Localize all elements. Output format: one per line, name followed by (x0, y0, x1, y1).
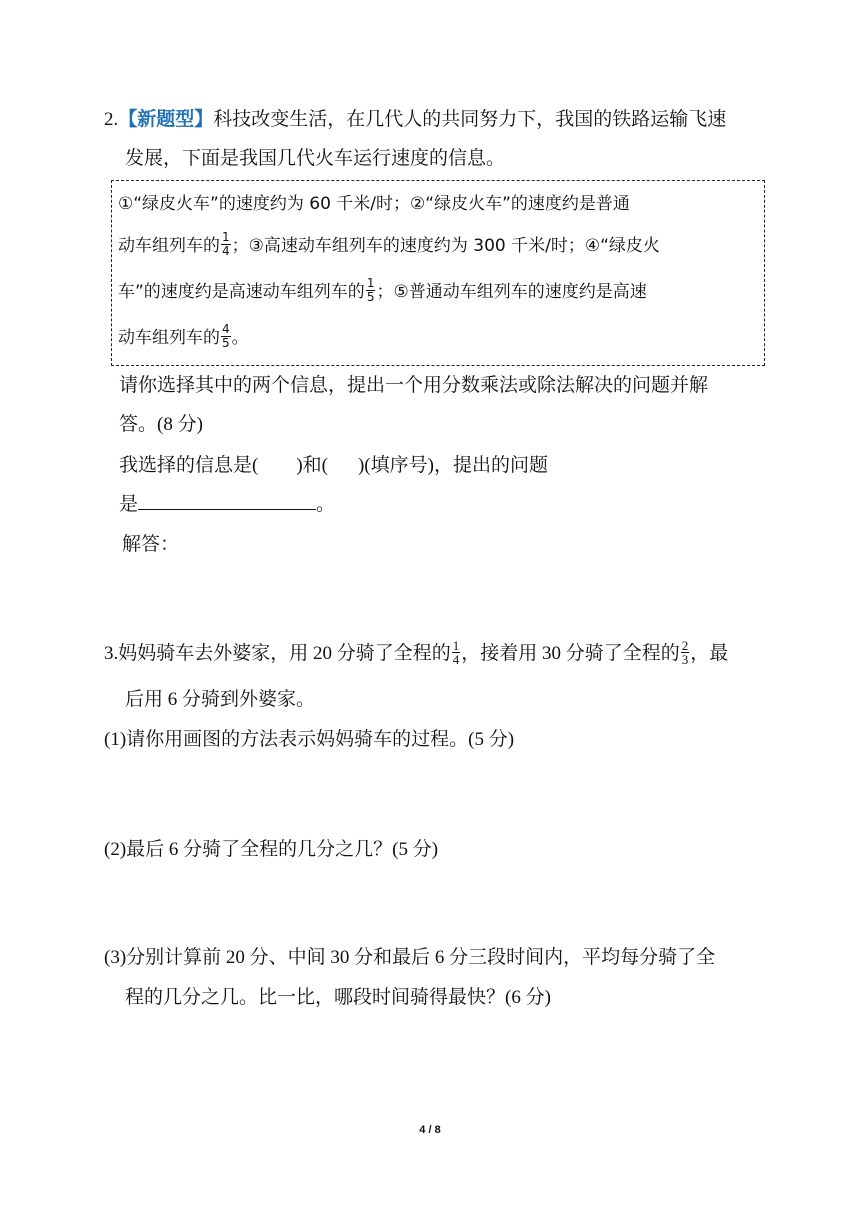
frac-den: 3 (681, 652, 689, 668)
choose-text-c: )(填序号)，提出的问题 (357, 455, 548, 476)
info-line-2 (118, 231, 660, 260)
frac-num: 1 (452, 638, 460, 654)
q3-sub2: (2)最后 6 分骑了全程的几分之几？(5 分) (104, 839, 439, 860)
q2-line2: 发展，下面是我国几代火车运行速度的信息。 (125, 148, 506, 169)
q3-line1 (104, 638, 728, 668)
info-box (111, 180, 765, 366)
info-line-2-a: 动车组列车的 (118, 236, 220, 256)
info-line-2-b: ；③高速动车组列车的速度约为 300 千米/时；④“绿皮火 (231, 236, 660, 256)
frac-den: 4 (452, 652, 460, 668)
q3-sub3-line2: 程的几分之几。比一比，哪段时间骑得最快？(6 分) (125, 987, 551, 1008)
frac-num: 1 (366, 275, 375, 290)
fraction-one-fifth (366, 277, 376, 304)
frac-den: 5 (222, 335, 230, 350)
fraction-one-quarter (452, 639, 461, 666)
q3-sub3-line1: (3)分别计算前 20 分、中间 30 分和最后 6 分三段时间内，平均每分骑了全 (104, 947, 716, 968)
info-line-1: ①“绿皮火车”的速度约为 60 千米/时；②“绿皮火车”的速度约是普通 (118, 194, 630, 214)
choose-text-b: )和( (296, 455, 328, 476)
info-line-4-b: 。 (231, 328, 249, 348)
q2-number: 2. (104, 109, 119, 130)
q3-sub1: (1)请你用画图的方法表示妈妈骑车的过程。(5 分) (104, 729, 515, 750)
frac-den: 4 (222, 243, 230, 258)
q2-instruction-1: 请你选择其中的两个信息，提出一个用分数乘法或除法解决的问题并解 (119, 375, 709, 396)
info-line-3 (118, 277, 647, 306)
info-line-4-a: 动车组列车的 (118, 328, 220, 348)
q3-text-c: ，最 (690, 643, 729, 664)
frac-num: 1 (222, 229, 230, 244)
frac-num: 4 (222, 321, 230, 336)
frac-num: 2 (681, 638, 689, 654)
q2-question-line (119, 489, 335, 516)
page-number: 4 / 8 (419, 1124, 441, 1136)
q2-line1 (104, 104, 726, 131)
q2-text1: 科技改变生活，在几代人的共同努力下，我国的铁路运输飞速 (213, 109, 727, 130)
choose-text-a: 我选择的信息是( (119, 455, 259, 476)
info-line-3-a: 车”的速度约是高速动车组列车的 (118, 282, 365, 302)
q3-line2: 后用 6 分骑到外婆家。 (125, 689, 316, 710)
question-label: 是 (119, 494, 139, 515)
question-blank[interactable] (138, 491, 316, 510)
question-end: 。 (316, 494, 336, 515)
q2-choose-line (119, 450, 548, 477)
fraction-one-quarter (221, 231, 231, 258)
q2-tag: 【新题型】 (118, 109, 214, 130)
fraction-four-fifths (221, 323, 231, 350)
q3-text-a: 3.妈妈骑车去外婆家，用 20 分骑了全程的 (104, 643, 451, 664)
info-line-3-b: ；⑤普通动车组列车的速度约是高速 (376, 282, 647, 302)
info-line-4 (118, 323, 249, 352)
fraction-two-thirds (681, 639, 690, 666)
q2-answer-label: 解答： (122, 534, 180, 555)
frac-den: 5 (366, 289, 375, 304)
q2-instruction-2: 答。(8 分) (119, 414, 203, 435)
q3-text-b: ，接着用 30 分骑了全程的 (461, 643, 680, 664)
